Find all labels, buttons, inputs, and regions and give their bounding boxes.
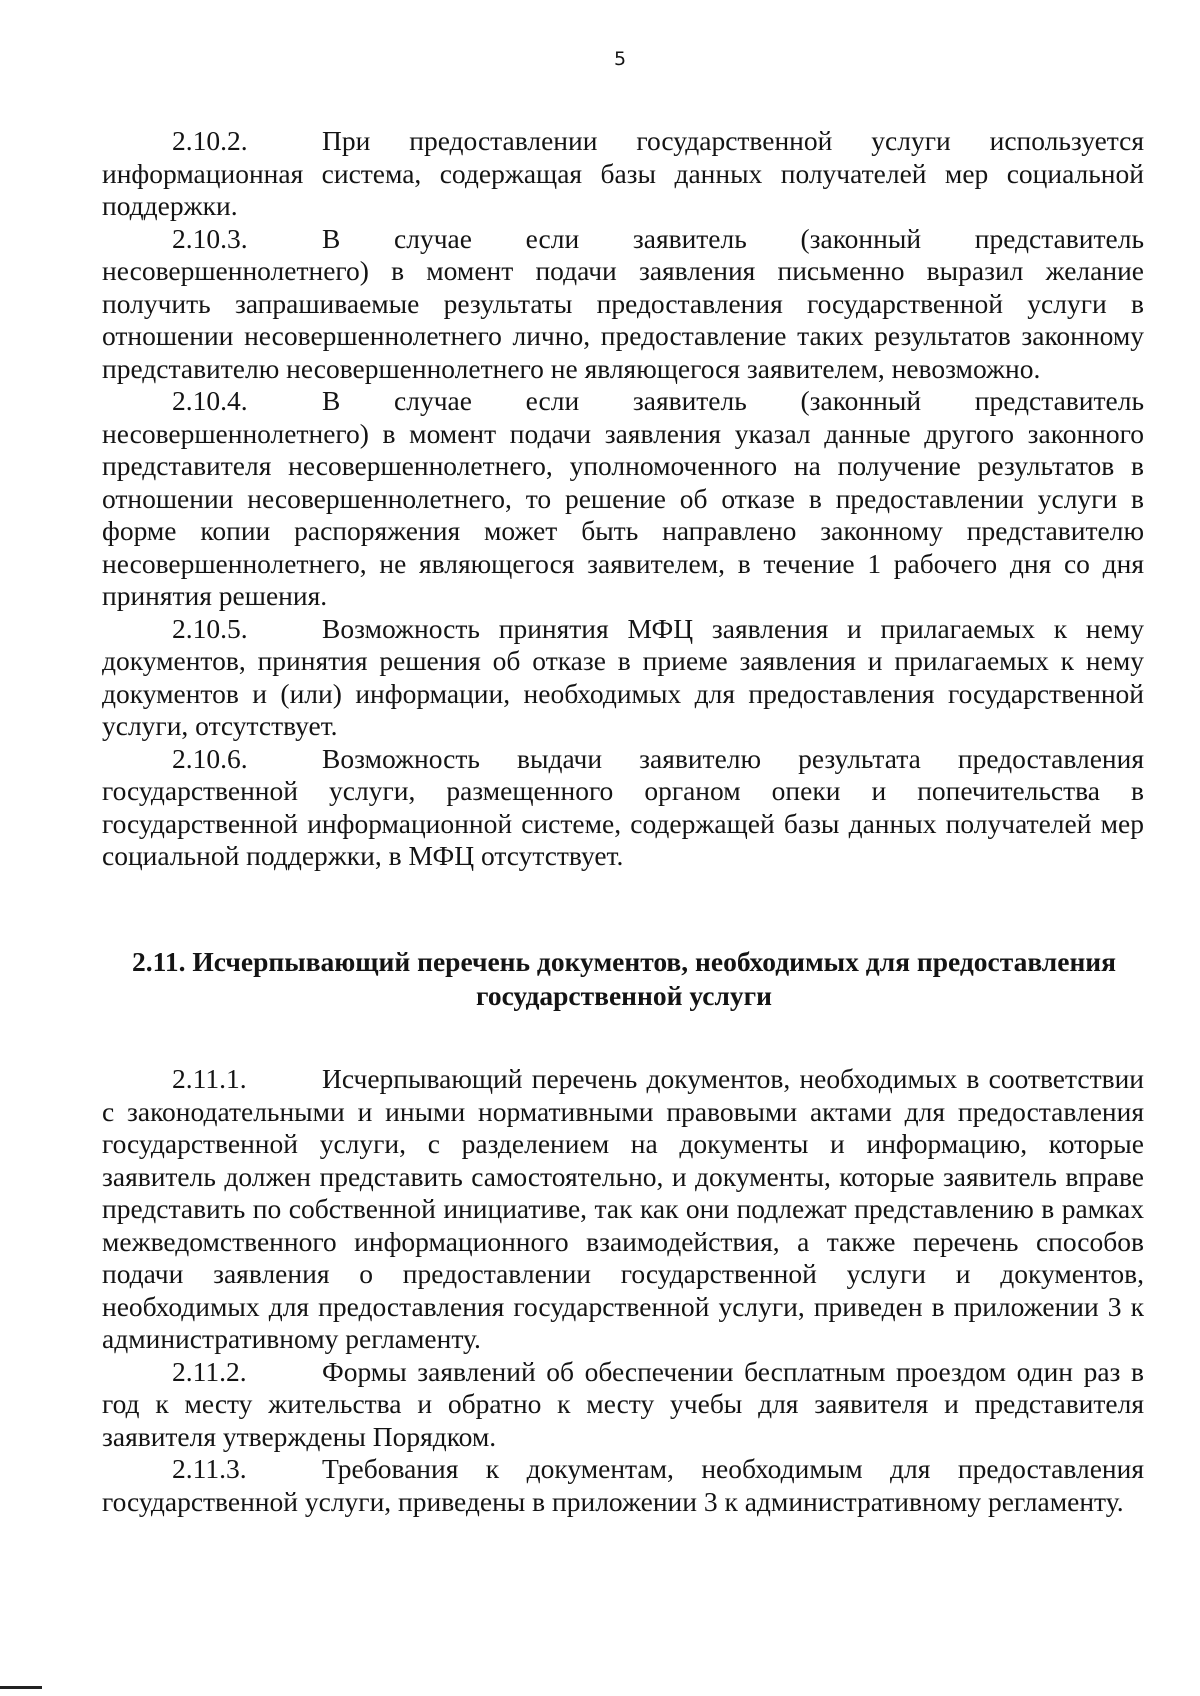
paragraph-text: При предоставлении государственной услуги используется информационная система, содержащая базы данных получателей мер социальной поддержки. [102, 125, 1144, 221]
section-2-11-text [102, 1063, 1144, 1518]
paragraph-2-10-6 [102, 743, 1144, 873]
paragraph-text: Возможность принятия МФЦ заявления и прилагаемых к нему документов, принятия решения об отказе в приеме заявления и прилагаемых к нему документов и (или) информации, необходимых для предоставления государственной услуги, отсутствует. [102, 612, 1144, 741]
paragraph-number: 2.10.2. [172, 125, 248, 156]
scan-edge-mark [0, 1686, 42, 1689]
paragraph-number: 2.11.1. [172, 1063, 247, 1094]
paragraph-text: Исчерпывающий перечень документов, необходимых в соответствии с законодательными и иными нормативными правовыми актами для предоставления государственной услуги, с разделением на документы и информацию, которые заявитель должен представить самостоятельно, и документы, которые заявитель вправе представить по собственной инициативе, так как они подлежат представлению в рамках межведомственного информационного взаимодействия, а также перечень способов подачи заявления о предоставлении государственной услуги и документов, необходимых для предоставления государственной услуги, приведен в приложении 3 к административному регламенту. [102, 1063, 1144, 1354]
paragraph-number: 2.10.5. [172, 612, 248, 644]
paragraph-2-10-3 [102, 223, 1144, 386]
paragraph-2-11-3 [102, 1453, 1144, 1518]
section-heading-line-1: 2.11. Исчерпывающий перечень документов, необходимых для предоставления [131, 946, 1117, 977]
paragraph-2-11-1 [102, 1063, 1144, 1356]
paragraph-number: 2.10.3. [172, 222, 248, 254]
section-2-10-text [102, 125, 1144, 873]
paragraph-text: Требования к документам, необходимым для предоставления государственной услуги, приведены в приложении 3 к административному регламенту. [102, 1453, 1144, 1517]
page-number: 5 [613, 48, 627, 70]
paragraph-text: В случае если заявитель (законный представитель несовершеннолетнего) в момент подачи заявления письменно выразил желание получить запрашиваемые результаты предоставления государственной услуги в отношении несовершеннолетнего лично, предоставление таких результатов законному представителю несовершеннолетнего не являющегося заявителем, невозможно. [102, 222, 1144, 384]
section-heading-line-2: государственной услуги [476, 980, 772, 1011]
paragraph-2-10-4 [102, 385, 1144, 613]
paragraph-2-10-2 [102, 125, 1144, 223]
paragraph-2-10-5 [102, 613, 1144, 743]
paragraph-number: 2.11.2. [172, 1355, 247, 1387]
paragraph-2-11-2 [102, 1356, 1144, 1454]
paragraph-text: Формы заявлений об обеспечении бесплатным проездом один раз в год к месту жительства и обратно к месту учебы для заявителя и представителя заявителя утверждены Порядком. [102, 1355, 1144, 1452]
section-heading-2-11 [100, 945, 1148, 1013]
paragraph-text: В случае если заявитель (законный представитель несовершеннолетнего) в момент подачи заявления указал данные другого законного представителя несовершеннолетнего, уполномоченного на получение результатов в отношении несовершеннолетнего, то решение об отказе в предоставлении услуги в форме копии распоряжения может быть направлено законному представителю несовершеннолетнего, не являющегося заявителем, в течение 1 рабочего дня со дня принятия решения. [102, 385, 1144, 611]
paragraph-number: 2.10.4. [172, 385, 248, 416]
paragraph-number: 2.10.6. [172, 742, 248, 774]
paragraph-text: Возможность выдачи заявителю результата предоставления государственной услуги, размещенного органом опеки и попечительства в государственной информационной системе, содержащей базы данных получателей мер социальной поддержки, в МФЦ отсутствует. [102, 742, 1144, 871]
paragraph-number: 2.11.3. [172, 1453, 247, 1484]
